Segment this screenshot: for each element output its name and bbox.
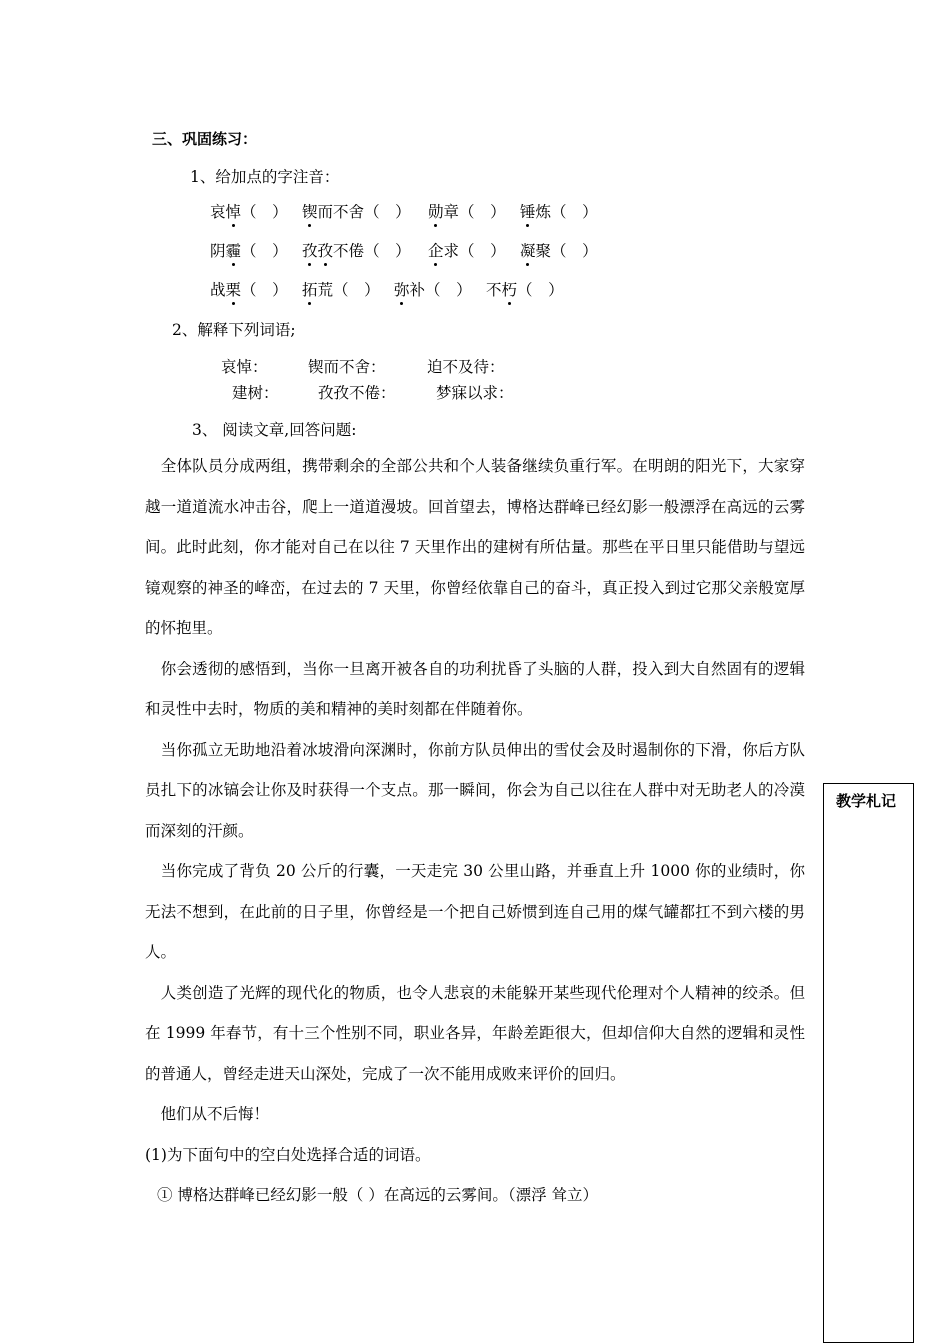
q2-term-2: 锲而不舍：	[308, 358, 386, 376]
passage-paragraph: 人类创造了光辉的现代化的物质，也令人悲哀的未能躲开某些现代伦理对个人精神的绞杀。但在 1999 年春节，有十三个性别不同，职业各异，年龄差距很大，但却信仰大自然的逻辑和灵性的普通人，曾经走进天山深处，完成了一次不能用成败来评价的回归。	[145, 983, 805, 1083]
passage-paragraph: 当你孤立无助地沿着冰坡滑向深渊时，你前方队员伸出的雪仗会及时遏制你的下滑，你后方队员扎下的冰镐会让你及时获得一个支点。那一瞬间，你会为自己以往在人群中对无助老人的冷漠而深刻的汗颜。	[145, 740, 805, 840]
q2-term-1: 哀悼：	[221, 358, 268, 376]
pinyin-item: 凝聚（ ）	[520, 242, 598, 260]
teaching-notes-box	[823, 783, 914, 1343]
sub-question-item: ① 博格达群峰已经幻影一般（ ）在高远的云雾间。（漂浮 耸立）	[157, 1186, 599, 1204]
pinyin-item: 锤炼（ ）	[520, 203, 598, 221]
passage-paragraph: 你会透彻的感悟到，当你一旦离开被各自的功利扰昏了头脑的人群，投入到大自然固有的逻辑和灵性中去时，物质的美和精神的美时刻都在伴随着你。	[145, 659, 805, 718]
q1-title: 1、给加点的字注音：	[190, 168, 340, 186]
teaching-notes-title: 教学札记	[836, 792, 897, 810]
reading-passage	[145, 446, 805, 1216]
q2-term-6: 梦寐以求：	[436, 384, 514, 402]
q2-title: 2、解释下列词语;	[172, 321, 296, 339]
passage-paragraph: 他们从不后悔！	[145, 1105, 270, 1123]
q2-term-5: 孜孜不倦：	[318, 384, 396, 402]
pinyin-item: 阴霾（ ）	[210, 242, 288, 260]
pinyin-item: 孜孜不倦（ ）	[302, 242, 411, 260]
pinyin-item: 战栗（ ）	[210, 281, 288, 299]
pinyin-item: 锲而不舍（ ）	[302, 203, 411, 221]
pinyin-item: 企求（ ）	[428, 242, 506, 260]
passage-paragraph: 当你完成了背负 20 公斤的行囊，一天走完 30 公里山路，并垂直上升 1000 你的业绩时，你无法不想到，在此前的日子里，你曾经是一个把自己娇惯到连自己用的煤气罐都扛不到六楼的男人。	[145, 862, 805, 961]
pinyin-item: 哀悼（ ）	[210, 203, 288, 221]
q2-term-4: 建树：	[232, 384, 279, 402]
passage-paragraph: 全体队员分成两组，携带剩余的全部公共和个人装备继续负重行军。在明朗的阳光下，大家穿越一道道流水冲击谷，爬上一道道漫坡。回首望去，博格达群峰已经幻影一般漂浮在高远的云雾间。此时此刻，你才能对自己在以往 7 天里作出的建树有所估量。那些在平日里只能借助与望远镜观察的神圣的峰峦，在过去的 7 天里，你曾经依靠自己的奋斗，真正投入到过它那父亲般宽厚的怀抱里。	[145, 457, 805, 637]
q3-title: 3、 阅读文章,回答问题:	[192, 421, 357, 439]
sub-question-title: (1)为下面句中的空白处选择合适的词语。	[145, 1145, 431, 1164]
pinyin-item: 勋章（ ）	[428, 203, 506, 221]
section-title: 三、巩固练习：	[152, 130, 258, 148]
q2-term-3: 迫不及待：	[427, 358, 505, 376]
pinyin-item: 拓荒（ ）	[302, 281, 380, 299]
pinyin-item: 不朽（ ）	[486, 281, 564, 299]
pinyin-item: 弥补（ ）	[394, 281, 472, 299]
